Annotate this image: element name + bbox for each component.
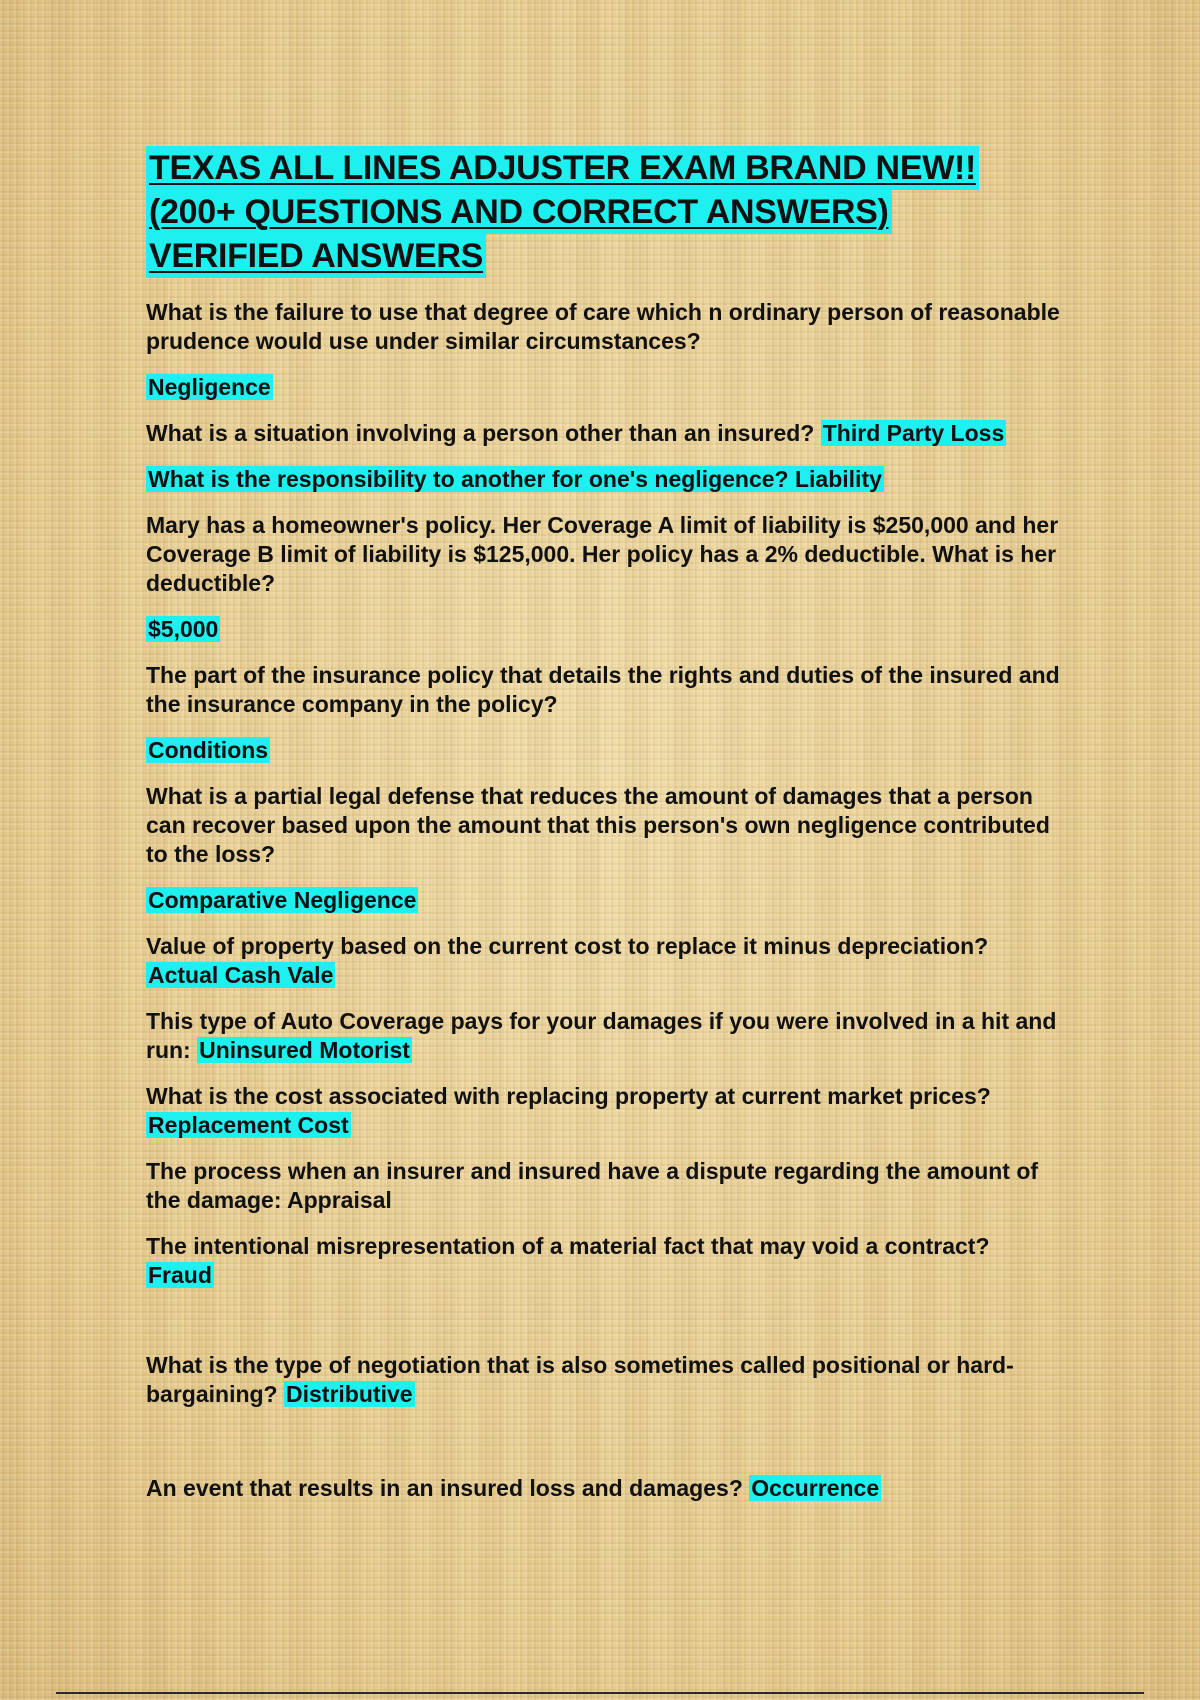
- question-text: An event that results in an insured loss and damages?: [146, 1475, 743, 1501]
- document-page: [146, 146, 1066, 1520]
- qa-paragraph: [146, 465, 1066, 494]
- spacer: [146, 1426, 1066, 1474]
- answer-highlight: Uninsured Motorist: [199, 1037, 410, 1063]
- qa-paragraph: [146, 1232, 1066, 1290]
- question-text: The process when an insurer and insured have a dispute regarding the amount of the damage: Appraisal: [146, 1158, 1039, 1213]
- question-text: The intentional misrepresentation of a material fact that may void a contract?: [146, 1233, 990, 1259]
- question-text: What is the type of negotiation that is also sometimes called positional or hard-bargaining?: [146, 1352, 1014, 1407]
- question-text: What is a partial legal defense that reduces the amount of damages that a person can recover based upon the amount that this person's own negligence contributed to the loss?: [146, 783, 1050, 867]
- question-text: What is the failure to use that degree of care which n ordinary person of reasonable prudence would use under similar circumstances?: [146, 299, 1060, 354]
- qa-paragraph: [146, 1082, 1066, 1140]
- question-text: Mary has a homeowner's policy. Her Coverage A limit of liability is $250,000 and her Coverage B limit of liability is $125,000. Her policy has a 2% deductible. What is her deductible?: [146, 512, 1059, 596]
- answer-highlight: Occurrence: [751, 1475, 880, 1501]
- question-text: The part of the insurance policy that details the rights and duties of the insured and the insurance company in the policy?: [146, 662, 1060, 717]
- answer-highlight: Third Party Loss: [822, 420, 1005, 446]
- document-title: [146, 146, 1066, 278]
- answer-highlight: Actual Cash Vale: [148, 962, 334, 988]
- question-text: Value of property based on the current cost to replace it minus depreciation?: [146, 933, 989, 959]
- answer-highlight: Negligence: [148, 374, 271, 400]
- answer-paragraph: [146, 373, 1066, 402]
- question-text: This type of Auto Coverage pays for your damages if you were involved in a hit and run:: [146, 1008, 1057, 1063]
- qa-paragraph: [146, 1351, 1066, 1409]
- qa-paragraph: [146, 1007, 1066, 1065]
- title-line-3: VERIFIED ANSWERS: [146, 234, 486, 278]
- title-line-1: TEXAS ALL LINES ADJUSTER EXAM BRAND NEW!!: [146, 146, 979, 190]
- answer-highlight: Conditions: [148, 737, 269, 763]
- spacer: [146, 1307, 1066, 1351]
- title-line-2: (200+ QUESTIONS AND CORRECT ANSWERS): [146, 190, 892, 234]
- answer-highlight: $5,000: [148, 616, 219, 642]
- question-text: What is the cost associated with replacing property at current market prices?: [146, 1083, 991, 1109]
- answer-highlight: Replacement Cost: [148, 1112, 349, 1138]
- qa-paragraph: [146, 932, 1066, 990]
- answer-highlight: Fraud: [148, 1262, 212, 1288]
- answer-highlight: Distributive: [286, 1381, 413, 1407]
- qa-highlight: What is the responsibility to another for one's negligence? Liability: [148, 466, 882, 492]
- answer-paragraph: [146, 615, 1066, 644]
- answer-paragraph: [146, 886, 1066, 915]
- question-text: What is a situation involving a person other than an insured?: [146, 420, 815, 446]
- footer-rule: [56, 1692, 1144, 1694]
- answer-highlight: Comparative Negligence: [148, 887, 417, 913]
- qa-paragraph: [146, 419, 1066, 448]
- answer-paragraph: [146, 736, 1066, 765]
- qa-paragraph: [146, 1474, 1066, 1503]
